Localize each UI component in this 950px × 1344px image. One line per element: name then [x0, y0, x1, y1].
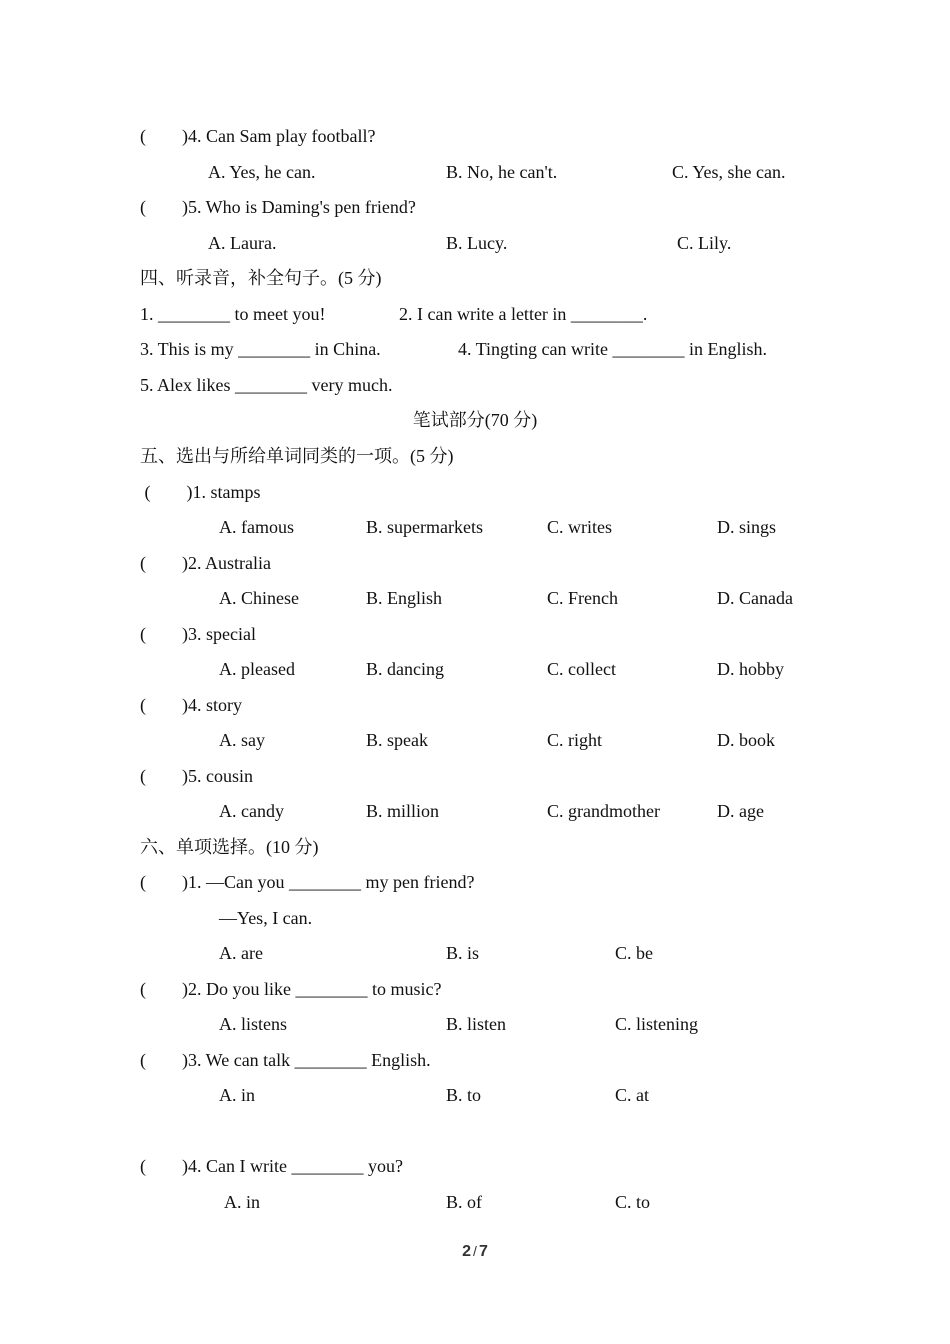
page-total: 7 [478, 1243, 488, 1260]
option-d: D. age [717, 801, 764, 821]
page-current: 2 [462, 1243, 472, 1260]
dialogue-reply: —Yes, I can. [219, 908, 313, 928]
question-stem: ( )4. Can Sam play football? [140, 126, 376, 146]
question-stem: ( )1. —Can you ________ my pen friend? [140, 872, 475, 892]
fill-sentence: 5. Alex likes ________ very much. [140, 375, 393, 395]
page-number [0, 1243, 950, 1261]
option-c: C. at [615, 1085, 649, 1105]
question-stem: ( )1. stamps [140, 482, 261, 502]
option-c: C. to [615, 1192, 651, 1212]
option-b: B. supermarkets [366, 517, 483, 537]
option-c: C. Yes, she can. [672, 162, 786, 182]
option-c: C. collect [547, 659, 616, 679]
option-d: D. sings [717, 517, 777, 537]
option-a: A. Laura. [208, 233, 277, 253]
page-separator: / [473, 1243, 477, 1259]
option-a: A. Yes, he can. [208, 162, 316, 182]
option-b: B. English [366, 588, 443, 608]
question-stem: ( )2. Do you like ________ to music? [140, 979, 442, 999]
section-title: 五、选出与所给单词同类的一项。(5 分) [140, 446, 454, 466]
question-stem: ( )5. cousin [140, 766, 253, 786]
option-b: B. No, he can't. [446, 162, 558, 182]
option-c: C. right [547, 730, 603, 750]
option-c: C. be [615, 943, 653, 963]
option-c: C. listening [615, 1014, 699, 1034]
question-stem: ( )3. We can talk ________ English. [140, 1050, 431, 1070]
option-b: B. listen [446, 1014, 507, 1034]
option-b: B. to [446, 1085, 482, 1105]
option-a: A. say [219, 730, 265, 750]
option-c: C. writes [547, 517, 612, 537]
fill-sentence: 4. Tingting can write ________ in English. [458, 339, 768, 359]
option-a: A. in [224, 1192, 260, 1212]
option-d: D. book [717, 730, 775, 750]
option-c: C. French [547, 588, 618, 608]
question-stem: ( )3. special [140, 624, 256, 644]
option-a: A. famous [219, 517, 294, 537]
option-a: A. in [219, 1085, 255, 1105]
option-c: C. grandmother [547, 801, 660, 821]
option-a: A. are [219, 943, 263, 963]
option-b: B. dancing [366, 659, 444, 679]
part-heading: 笔试部分(70 分) [412, 410, 538, 430]
question-stem: ( )5. Who is Daming's pen friend? [140, 197, 416, 217]
section-title: 六、单项选择。(10 分) [140, 837, 319, 857]
option-b: B. Lucy. [446, 233, 508, 253]
option-a: A. Chinese [219, 588, 299, 608]
option-b: B. is [446, 943, 480, 963]
fill-sentence: 2. I can write a letter in ________. [399, 304, 648, 324]
question-stem: ( )4. story [140, 695, 242, 715]
option-b: B. million [366, 801, 440, 821]
option-a: A. listens [219, 1014, 288, 1034]
fill-sentence: 1. ________ to meet you! [140, 304, 326, 324]
section-title: 四、听录音，补全句子。(5 分) [140, 268, 382, 288]
question-stem: ( )2. Australia [140, 553, 271, 573]
option-a: A. candy [219, 801, 284, 821]
option-d: D. hobby [717, 659, 784, 679]
option-a: A. pleased [219, 659, 295, 679]
option-d: D. Canada [717, 588, 793, 608]
question-stem: ( )4. Can I write ________ you? [140, 1156, 403, 1176]
fill-sentence: 3. This is my ________ in China. [140, 339, 381, 359]
option-b: B. speak [366, 730, 428, 750]
option-b: B. of [446, 1192, 482, 1212]
option-c: C. Lily. [677, 233, 732, 253]
